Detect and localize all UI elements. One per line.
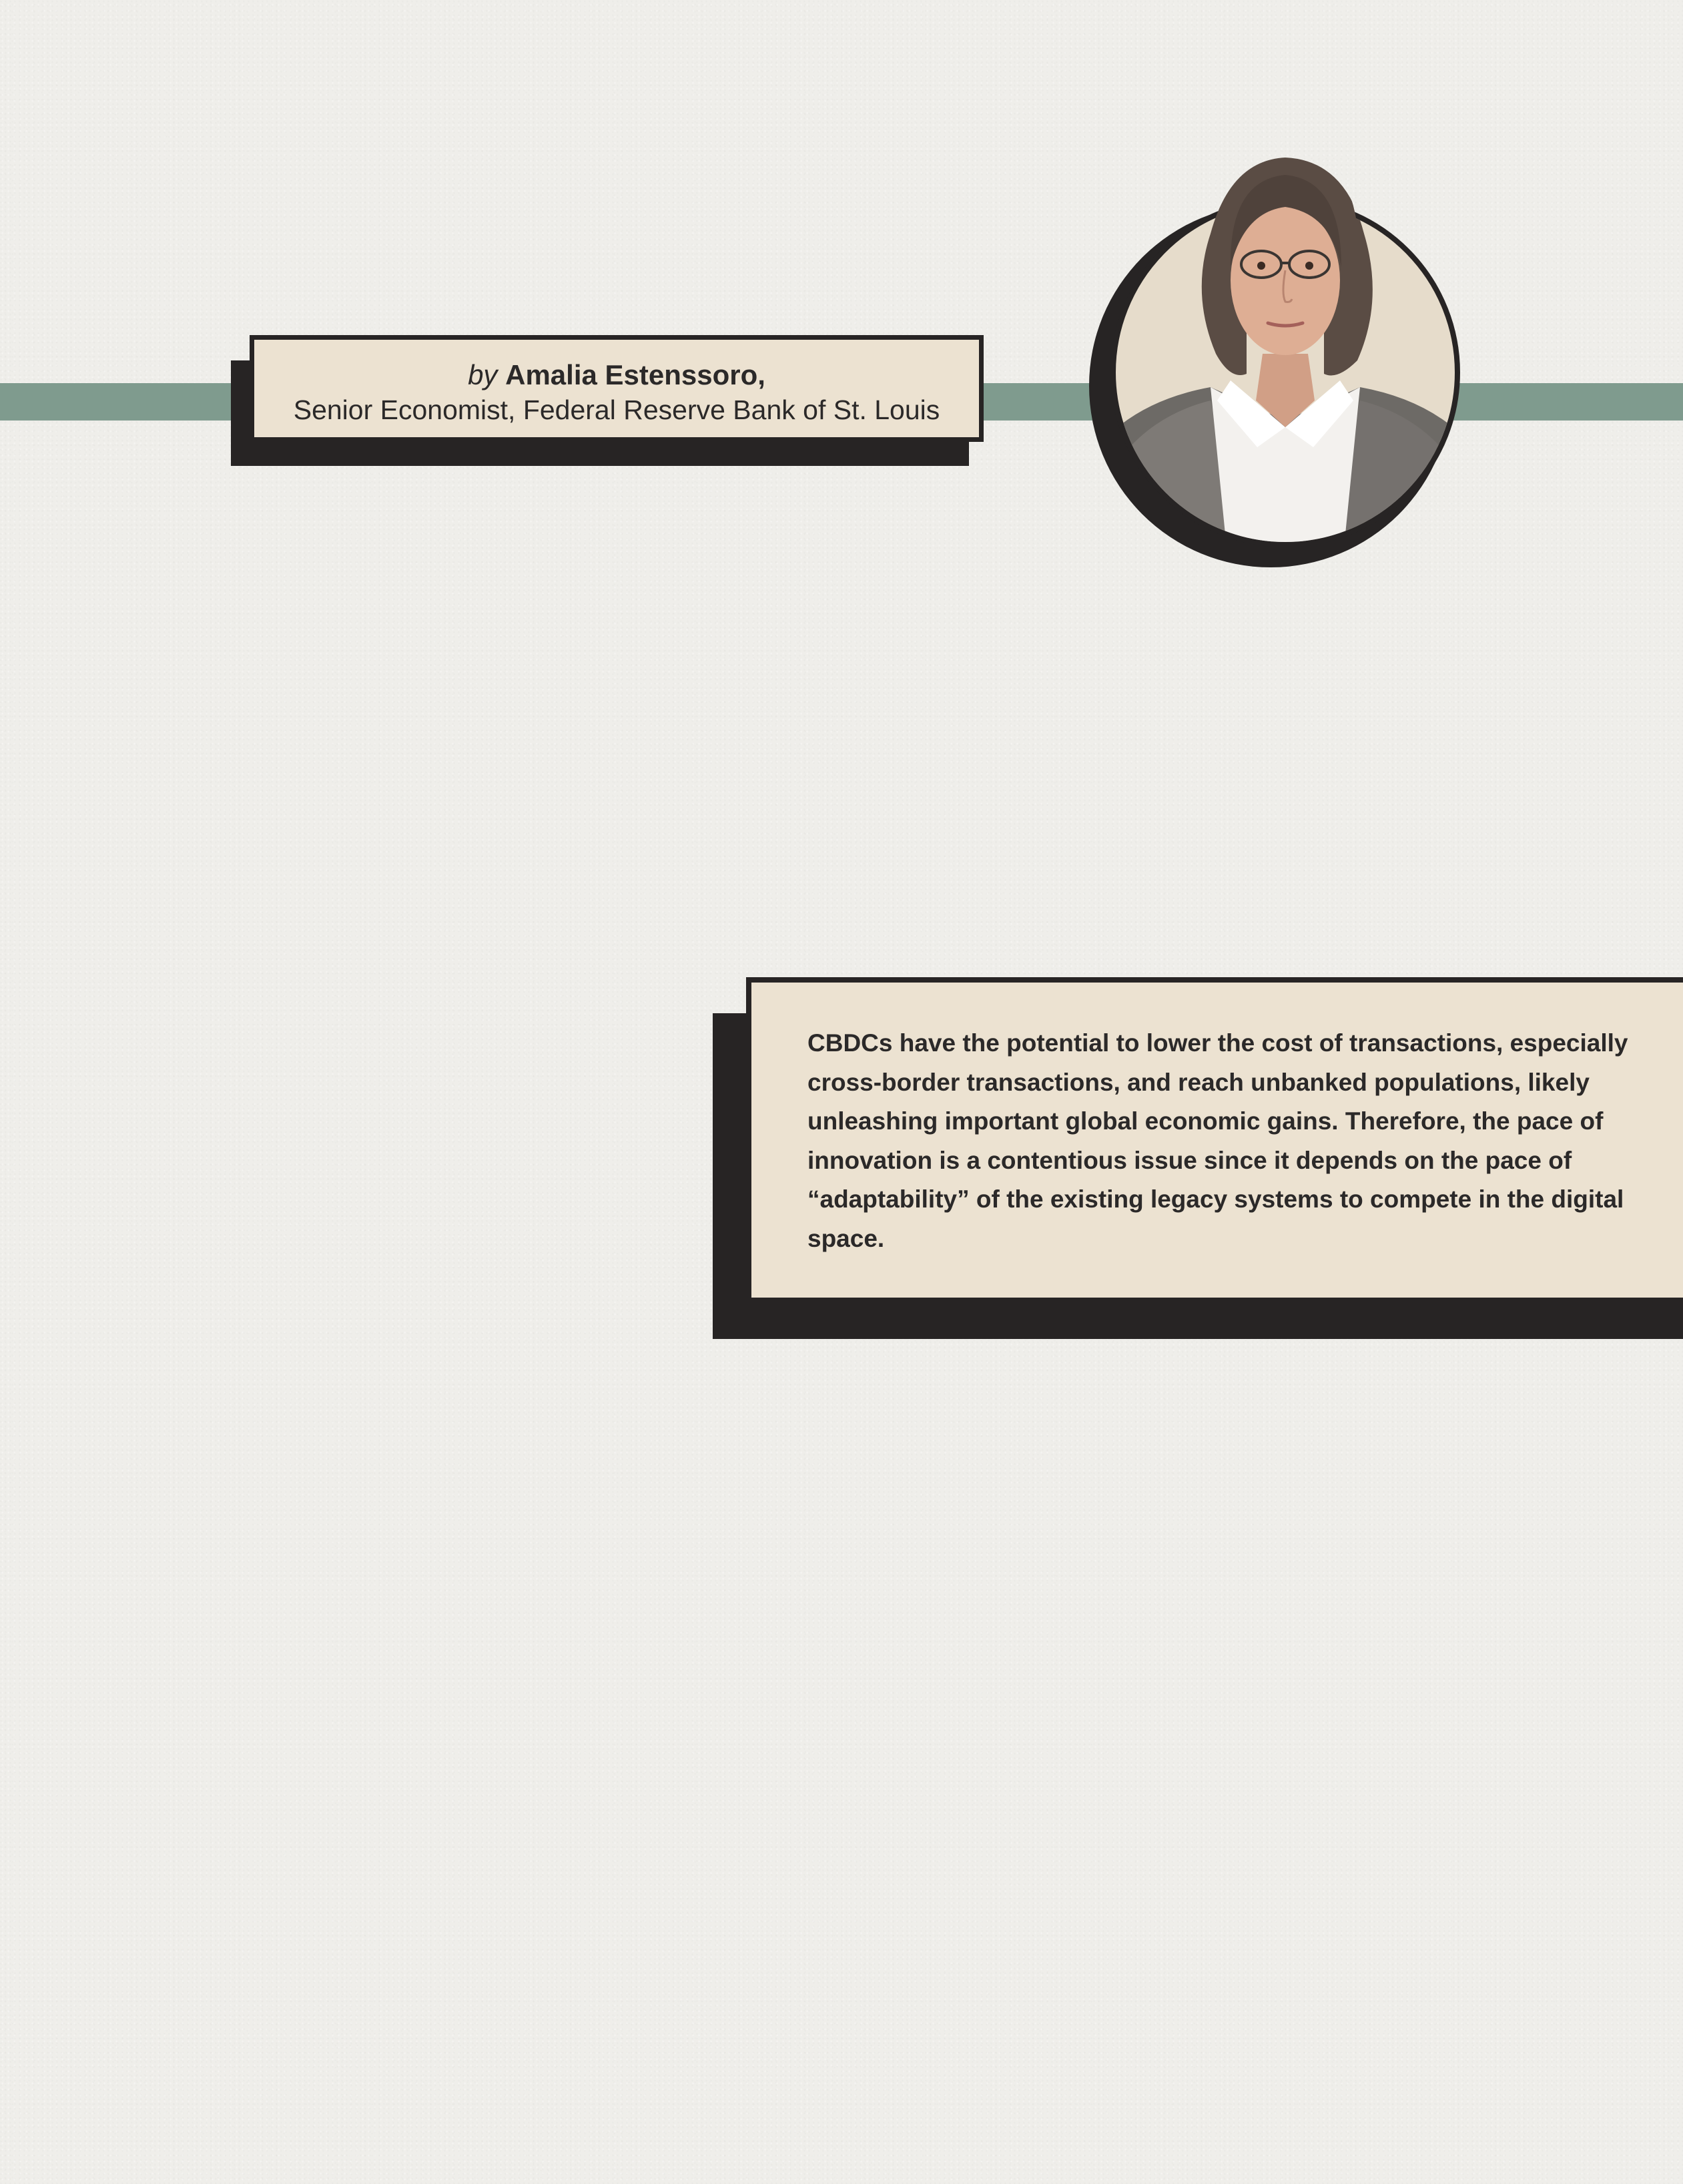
pull-quote-box bbox=[746, 977, 1683, 1303]
byline-author-line bbox=[254, 358, 979, 392]
author-portrait-icon bbox=[1110, 133, 1460, 547]
byline-by: by bbox=[468, 359, 498, 390]
author-name: Amalia Estenssoro, bbox=[505, 359, 765, 390]
pull-quote-text: CBDCs have the potential to lower the cost of transactions, especially cross-border transactions, and reach unbanked populations, likely unleashing important global economic gains. Therefore, the pace of innovation is a contentious issue since it depends on the pace of “adaptability” of the existing legacy systems to compete in the digital space. bbox=[807, 1029, 1628, 1252]
byline-box bbox=[250, 335, 984, 442]
author-title: Senior Economist, Federal Reserve Bank of St. Louis bbox=[293, 394, 940, 425]
